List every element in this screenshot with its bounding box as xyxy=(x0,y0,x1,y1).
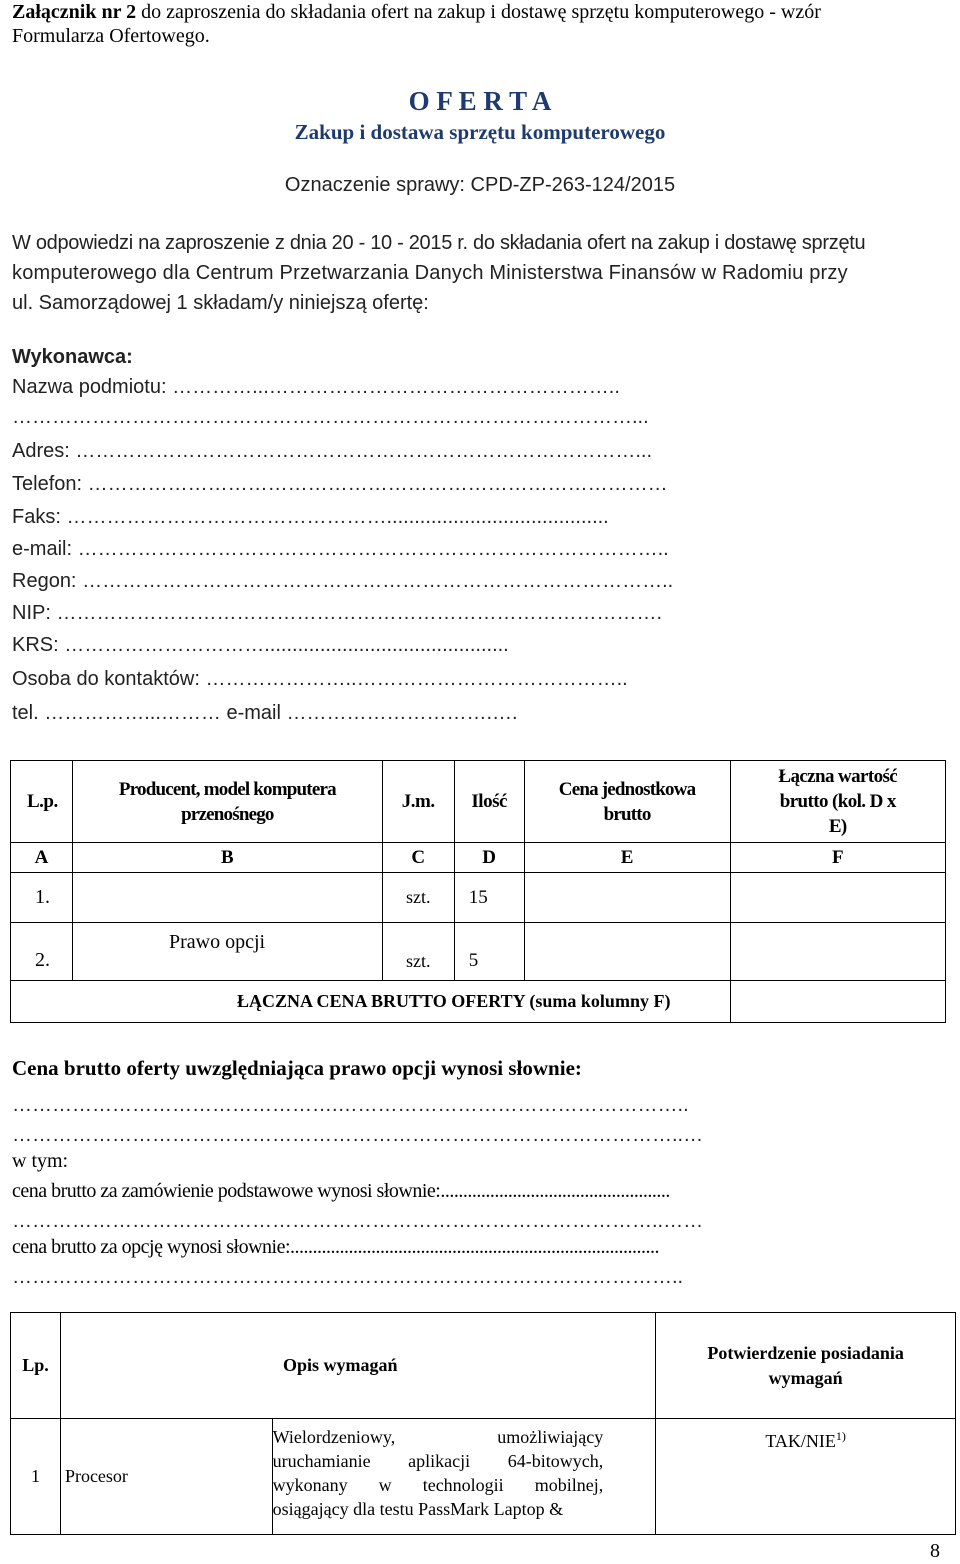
total-value[interactable] xyxy=(730,981,945,1023)
offer-title: O F E R T A xyxy=(408,86,552,116)
price-table-letters-row xyxy=(11,843,946,873)
contact-tel-label: tel. xyxy=(12,702,39,724)
footnote-marker: 1) xyxy=(835,1429,846,1443)
base-price-label: cena brutto za zamówienie podstawowe wynosi słownie: xyxy=(12,1180,441,1202)
of-which-label: w tym: xyxy=(12,1150,69,1172)
col-letter-a: A xyxy=(11,843,73,873)
row-1-quantity: 15 xyxy=(454,873,524,923)
phone-dots[interactable]: …………………………………………………………………………… xyxy=(87,473,668,495)
option-price-dots[interactable]: .................................................................................. xyxy=(290,1236,660,1258)
contact-tel-dots[interactable]: ……………...……… xyxy=(44,702,221,724)
req-row-confirmation-text: TAK/NIE xyxy=(765,1431,836,1451)
contact-email-dots[interactable]: ………………………….…. xyxy=(286,702,518,724)
email-label: e-mail: xyxy=(12,538,73,560)
req-header-lp: Lp. xyxy=(11,1313,61,1419)
field-phone xyxy=(12,473,668,496)
field-address xyxy=(12,440,652,463)
price-table-total-row xyxy=(11,981,946,1023)
fax-label: Faks: xyxy=(12,506,61,528)
contact-email-label: e-mail xyxy=(226,702,281,724)
email-dots[interactable]: …………………………………………………………………………….. xyxy=(77,538,669,560)
requirements-header-row xyxy=(11,1313,956,1419)
base-price-words xyxy=(12,1180,670,1203)
address-dots[interactable]: …………………………………………………………………………... xyxy=(75,440,653,462)
row-2-quantity: 5 xyxy=(454,923,524,981)
contact-person-label: Osoba do kontaktów: xyxy=(12,668,200,690)
field-email xyxy=(12,538,669,561)
row-2-total[interactable] xyxy=(730,923,945,981)
req-row-name: Procesor xyxy=(60,1419,272,1535)
total-label: ŁĄCZNA CENA BRUTTO OFERTY (suma kolumny F) xyxy=(11,981,731,1023)
nip-dots[interactable]: ………………………………………………………………………………. xyxy=(56,602,663,624)
table-row xyxy=(11,1419,956,1535)
price-words-dots-2[interactable]: ………………………………………………………………………………………..… xyxy=(12,1124,704,1146)
col-letter-d: D xyxy=(454,843,524,873)
krs-label: KRS: xyxy=(12,634,59,656)
req-header-description: Opis wymagań xyxy=(60,1313,655,1419)
row-1-lp: 1. xyxy=(11,873,73,923)
price-words-dots-1[interactable]: ………………………………………….…………………………………………….. xyxy=(12,1094,689,1116)
row-2-unit-price[interactable] xyxy=(524,923,730,981)
header-unit: J.m. xyxy=(382,761,454,843)
price-table xyxy=(10,760,946,1023)
col-letter-f: F xyxy=(730,843,945,873)
offer-subject: Zakup i dostawa sprzętu komputerowego xyxy=(294,120,666,144)
row-2-product[interactable]: Prawo opcji xyxy=(72,923,382,981)
annex-description: do zaproszenia do składania ofert na zakup i dostawę sprzętu komputerowego - wzór xyxy=(136,1,821,23)
table-row xyxy=(11,923,946,981)
field-regon xyxy=(12,570,673,593)
row-1-product[interactable] xyxy=(72,873,382,923)
regon-dots[interactable]: …………………………………………………………………………….. xyxy=(82,570,674,592)
nip-label: NIP: xyxy=(12,602,51,624)
annex-header xyxy=(12,0,821,48)
annex-description-line2: Formularza Ofertowego. xyxy=(12,25,210,47)
row-2-lp: 2. xyxy=(11,923,73,981)
header-product: Producent, model komputera przenośnego xyxy=(72,761,382,843)
req-row-lp: 1 xyxy=(11,1419,61,1535)
field-company-name xyxy=(12,376,620,399)
field-contact-tel-email xyxy=(12,702,518,725)
field-krs xyxy=(12,634,509,657)
row-1-unit: szt. xyxy=(382,873,454,923)
annex-number: Załącznik nr 2 xyxy=(12,1,137,23)
req-header-confirmation: Potwierdzenie posiadania wymagań xyxy=(656,1313,956,1419)
col-letter-c: C xyxy=(382,843,454,873)
intro-line-2: komputerowego dla Centrum Przetwarzania Danych Ministerstwa Finansów w Radomiu przy xyxy=(12,262,848,284)
header-total-value: Łączna wartość brutto (kol. D x E) xyxy=(730,761,945,843)
price-words-dots-3[interactable]: ……………………………………………………………………………………..…… xyxy=(12,1210,704,1232)
phone-label: Telefon: xyxy=(12,473,83,495)
row-2-unit: szt. xyxy=(382,923,454,981)
regon-label: Regon: xyxy=(12,570,77,592)
intro-line-3: ul. Samorządowej 1 składam/y niniejszą ofertę: xyxy=(12,292,429,314)
price-words-dots-4[interactable]: ……………………………………………………………………………………….. xyxy=(12,1266,684,1288)
header-unit-price: Cena jednostkowa brutto xyxy=(524,761,730,843)
price-words-heading: Cena brutto oferty uwzględniająca prawo opcji wynosi słownie: xyxy=(12,1056,582,1080)
requirements-table xyxy=(10,1312,956,1535)
field-fax xyxy=(12,506,609,529)
krs-dots[interactable]: …………………………............................................ xyxy=(64,634,509,656)
col-letter-e: E xyxy=(524,843,730,873)
intro-line-1: W odpowiedzi na zaproszenie z dnia 20 - 10 - 2015 r. do składania ofert na zakup i dostawę sprzętu xyxy=(12,232,866,254)
row-1-total[interactable] xyxy=(730,873,945,923)
company-name-dots[interactable]: …………...…………………………………………….. xyxy=(172,376,620,398)
company-name-label: Nazwa podmiotu: xyxy=(12,376,167,398)
option-price-words xyxy=(12,1236,659,1259)
address-label: Adres: xyxy=(12,440,70,462)
field-company-name-continued[interactable]: …………………………………………………………………………………... xyxy=(12,406,649,428)
case-reference: Oznaczenie sprawy: CPD-ZP-263-124/2015 xyxy=(284,174,676,196)
req-row-confirmation[interactable] xyxy=(656,1419,956,1535)
contact-person-dots[interactable]: …………………..………………………………….. xyxy=(205,668,628,690)
base-price-dots[interactable]: ................................................... xyxy=(440,1180,670,1202)
req-row-description: Wielordzeniowy, umożliwiający uruchamianie aplikacji 64-bitowych, wykonany w technologii mobilnej, osiągający dla testu PassMark Laptop & xyxy=(272,1419,656,1535)
contractor-heading: Wykonawca: xyxy=(12,346,133,368)
option-price-label: cena brutto za opcję wynosi słownie: xyxy=(12,1236,291,1258)
field-nip xyxy=(12,602,662,625)
fax-dots[interactable]: …………………………………………........................................ xyxy=(66,506,609,528)
col-letter-b: B xyxy=(72,843,382,873)
header-lp: L.p. xyxy=(11,761,73,843)
field-contact-person xyxy=(12,668,628,691)
price-table-header-row xyxy=(11,761,946,843)
row-1-unit-price[interactable] xyxy=(524,873,730,923)
page-number: 8 xyxy=(930,1540,940,1562)
table-row xyxy=(11,873,946,923)
header-quantity: Ilość xyxy=(454,761,524,843)
